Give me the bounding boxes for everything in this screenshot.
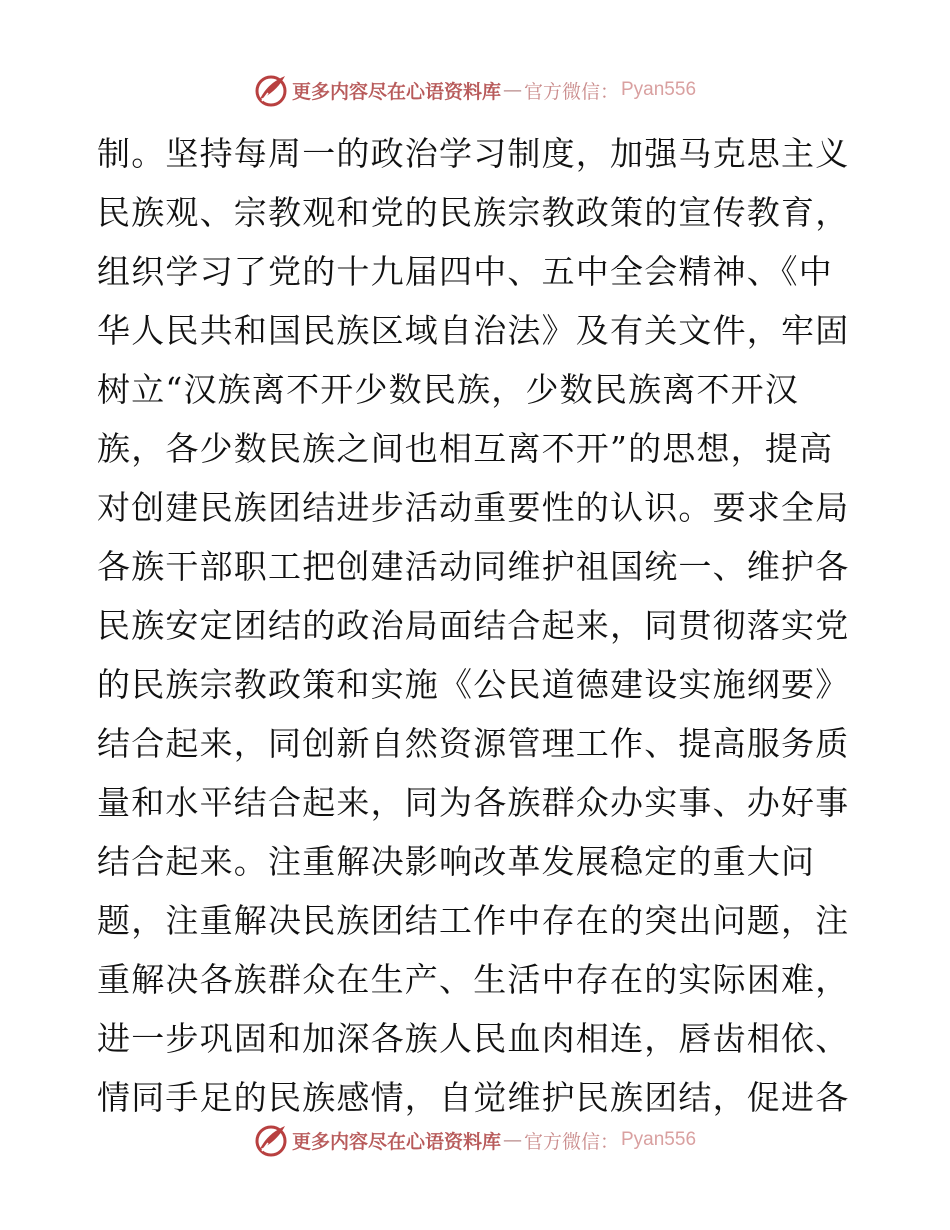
- footer-site-text: 更多内容尽在心语资料库: [291, 1130, 501, 1153]
- header-site-text: 更多内容尽在心语资料库: [291, 80, 501, 103]
- footer-wechat-label: 官方微信：: [523, 1130, 619, 1153]
- text-line: 各族干部职工把创建活动同维护祖国统一、维护各: [97, 547, 850, 586]
- header-wechat-label: 官方微信：: [523, 80, 619, 103]
- text-line: 华人民共和国民族区域自治法》及有关文件，牢固: [97, 311, 850, 350]
- header-separator: —: [502, 79, 522, 101]
- footer-separator: —: [502, 1129, 522, 1151]
- body-text: [97, 124, 857, 1127]
- text-line: 情同手足的民族感情，自觉维护民族团结，促进各: [97, 1078, 850, 1117]
- text-line: 题，注重解决民族团结工作中存在的突出问题，注: [97, 901, 850, 940]
- text-line: 的民族宗教政策和实施《公民道德建设实施纲要》: [97, 665, 850, 704]
- header-banner: [0, 70, 950, 110]
- header-wechat-id: Pyan556: [621, 79, 697, 100]
- quill-logo-icon: [254, 73, 288, 107]
- text-line: 对创建民族团结进步活动重要性的认识。要求全局: [97, 488, 850, 527]
- text-line: 重解决各族群众在生产、生活中存在的实际困难，: [97, 960, 850, 999]
- text-line: 树立“汉族离不开少数民族，少数民族离不开汉: [97, 370, 800, 409]
- text-line: 量和水平结合起来，同为各族群众办实事、办好事: [97, 783, 850, 822]
- footer-banner: [0, 1120, 950, 1160]
- text-line: 制。坚持每周一的政治学习制度，加强马克思主义: [97, 134, 850, 173]
- text-line: 民族观、宗教观和党的民族宗教政策的宣传教育，: [97, 193, 850, 232]
- footer-wechat-id: Pyan556: [621, 1129, 697, 1150]
- text-line: 结合起来，同创新自然资源管理工作、提高服务质: [97, 724, 850, 763]
- text-line: 族，各少数民族之间也相互离不开”的思想，提高: [97, 429, 834, 468]
- text-line: 结合起来。注重解决影响改革发展稳定的重大问: [97, 842, 816, 881]
- text-line: 民族安定团结的政治局面结合起来，同贯彻落实党: [97, 606, 850, 645]
- text-line: 组织学习了党的十九届四中、五中全会精神、《中: [97, 252, 833, 291]
- text-line: 进一步巩固和加深各族人民血肉相连，唇齿相依、: [97, 1019, 850, 1058]
- quill-logo-icon: [254, 1123, 288, 1157]
